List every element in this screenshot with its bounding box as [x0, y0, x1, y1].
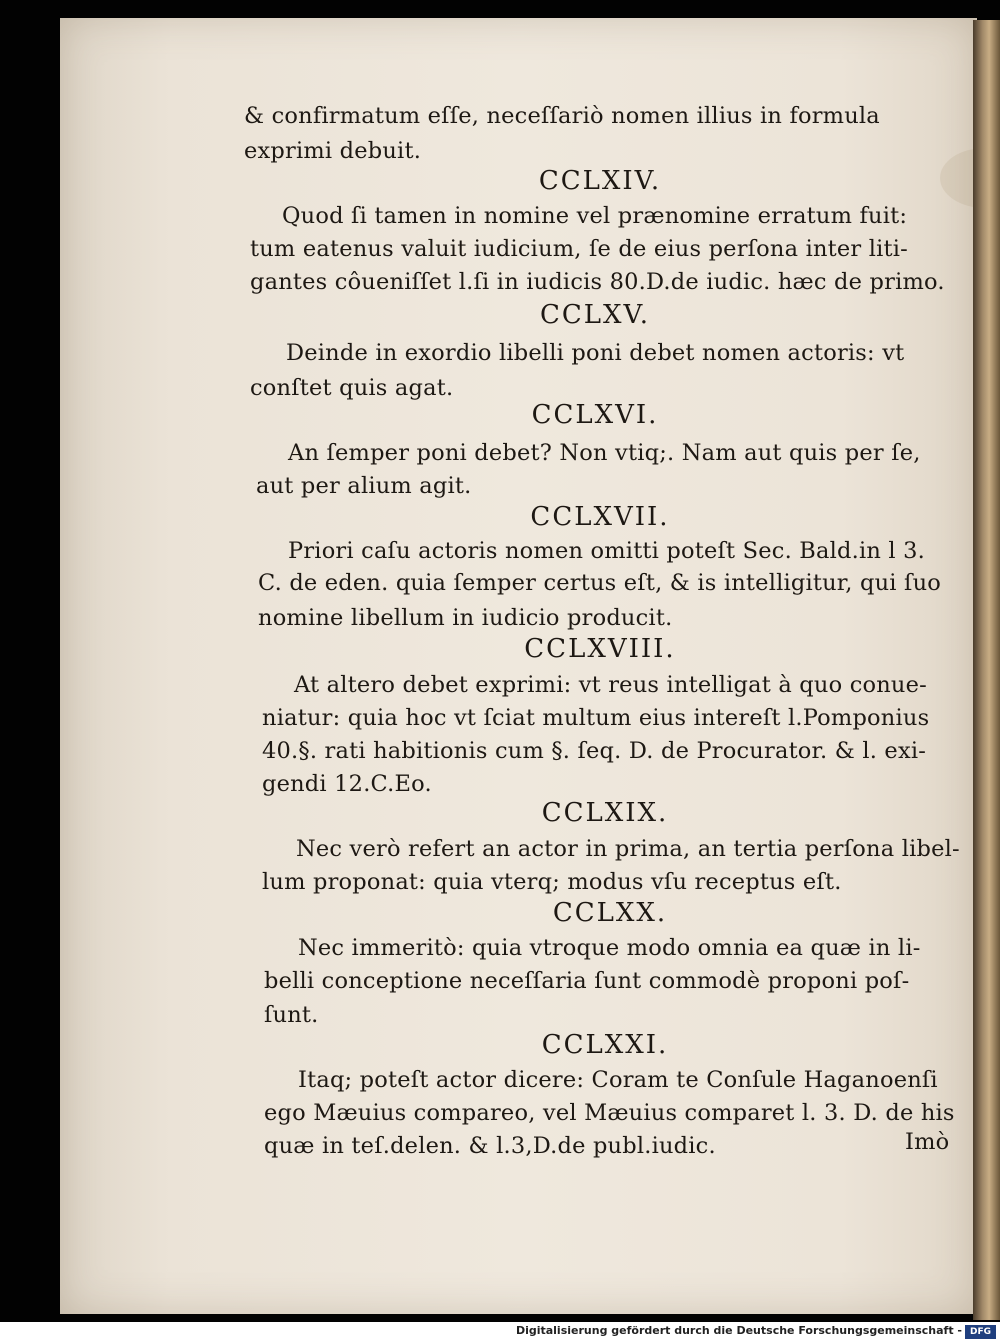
dfg-logo-icon[interactable]: DFG [965, 1325, 996, 1339]
footer-bar [0, 1322, 1000, 1342]
text-line: & confirmatum eſſe, neceſſariò nomen illius in formula [244, 103, 880, 129]
catchword: Imò [905, 1129, 950, 1155]
text-line: Deinde in exordio libelli poni debet nomen actoris: vt [286, 340, 905, 366]
text-line: At altero debet exprimi: vt reus intelligat à quo conue- [294, 672, 927, 698]
text-line: ſunt. [264, 1002, 319, 1028]
section-heading: CCLXVIII. [524, 634, 676, 664]
text-line: nomine libellum in iudicio producit. [258, 605, 673, 631]
text-line: Quod ſi tamen in nomine vel prænomine erratum fuit: [282, 203, 908, 229]
section-heading: CCLXVI. [531, 400, 659, 430]
section-heading: CCLXVII. [530, 502, 670, 532]
footer-credit: Digitalisierung gefördert durch die Deutsche Forschungsgemeinschaft - [515, 1324, 962, 1337]
section-heading: CCLXV. [539, 300, 651, 330]
text-line: C. de eden. quia ſemper certus eſt, & is intelligitur, qui ſuo [258, 570, 942, 596]
section-heading: CCLXIV. [538, 166, 662, 196]
text-line: ego Mæuius compareo, vel Mæuius comparet l. 3. D. de his [264, 1100, 955, 1126]
section-heading: CCLXX. [552, 898, 668, 928]
text-line: niatur: quia hoc vt ſciat multum eius intereſt l.Pomponius [262, 705, 930, 731]
text-line: tum eatenus valuit iudicium, ſe de eius perſona inter liti- [250, 236, 908, 262]
text-line: gendi 12.C.Eo. [262, 771, 432, 797]
text-line: Priori caſu actoris nomen omitti poteſt Sec. Bald.in l 3. [288, 538, 926, 564]
text-line: An ſemper poni debet? Non vtiq;. Nam aut quis per ſe, [288, 440, 921, 466]
text-line: conſtet quis agat. [250, 375, 454, 401]
text-line: exprimi debuit. [244, 138, 422, 164]
text-line: lum proponat: quia vterq; modus vſu receptus eſt. [262, 869, 842, 895]
text-line: quæ in teſ.delen. & l.3,D.de publ.iudic. [264, 1133, 716, 1159]
text-line: Nec immeritò: quia vtroque modo omnia ea quæ in li- [298, 935, 921, 961]
text-line: 40.§. rati habitionis cum §. ſeq. D. de Procurator. & l. exi- [262, 738, 927, 764]
section-heading: CCLXIX. [541, 798, 669, 828]
text-line: gantes côueniſſet l.ſi in iudicis 80.D.de iudic. hæc de primo. [250, 269, 945, 295]
text-line: belli conceptione neceſſaria ſunt commodè proponi poſ- [264, 968, 910, 994]
text-line: Itaq; poteſt actor dicere: Coram te Conſule Haganoenſi [298, 1067, 938, 1093]
text-line: aut per alium agit. [256, 473, 472, 499]
section-heading: CCLXXI. [541, 1030, 669, 1060]
text-line: Nec verò refert an actor in prima, an tertia perſona libel- [296, 836, 960, 862]
